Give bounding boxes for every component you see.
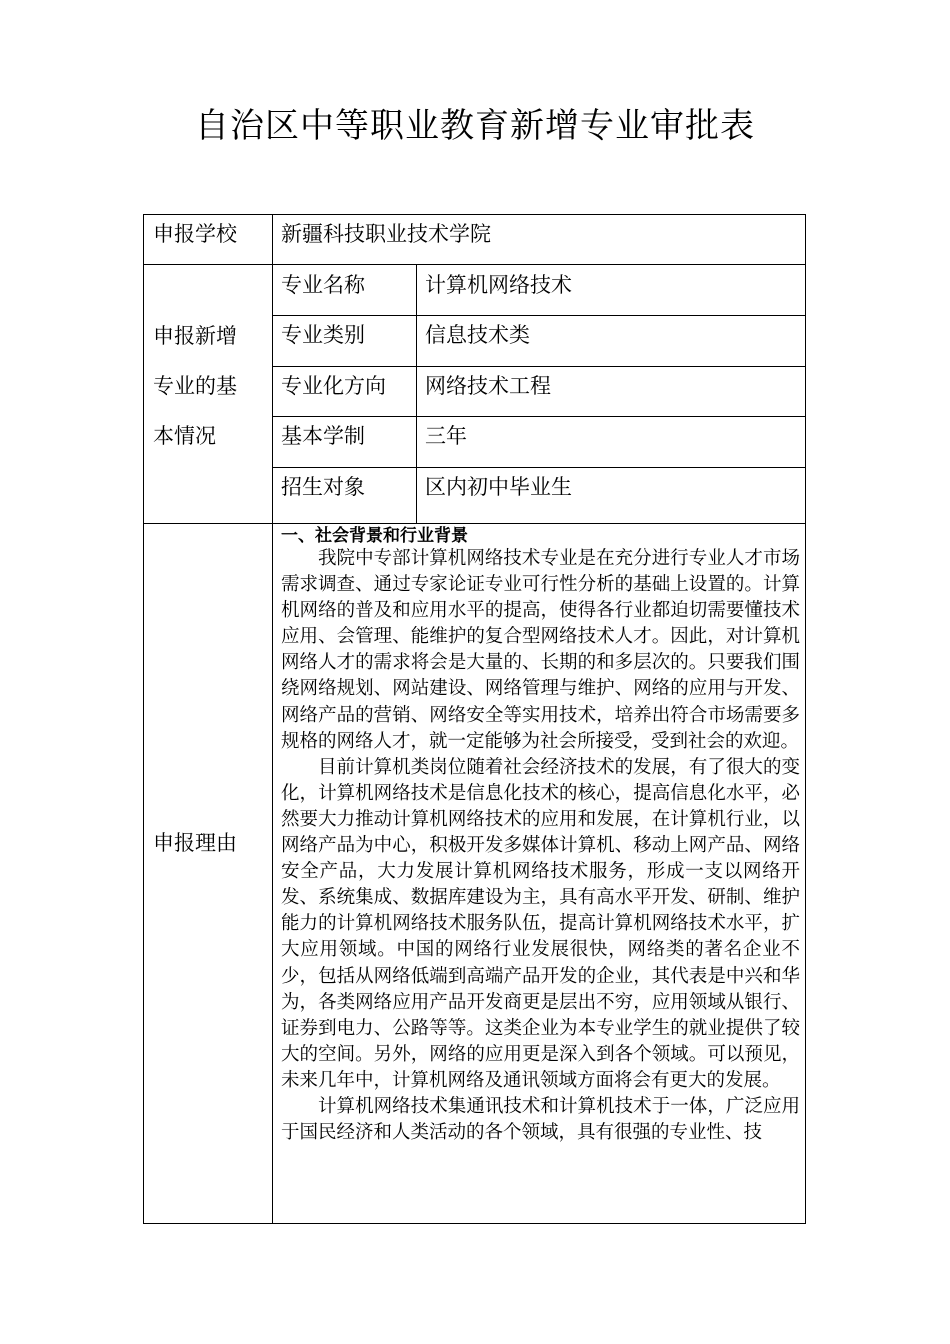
reason-label: 申报理由: [153, 831, 237, 855]
table-border-top: [143, 214, 806, 215]
major-category-value: 信息技术类: [425, 323, 530, 347]
specialization-value: 网络技术工程: [425, 374, 551, 398]
table-border-right: [805, 214, 806, 1224]
table-divider: [272, 416, 806, 417]
basic-info-label-line: 申报新增: [153, 324, 237, 348]
table-divider: [272, 366, 806, 367]
enrollment-target-value: 区内初中毕业生: [425, 475, 572, 499]
table-divider: [143, 523, 806, 524]
reason-paragraph: 计算机网络技术集通讯技术和计算机技术于一体，广泛应用于国民经济和人类活动的各个领域，具有很强的专业性、技: [281, 1095, 800, 1144]
major-name-value: 计算机网络技术: [425, 273, 572, 297]
table-border-bottom: [143, 1223, 806, 1224]
table-column-divider: [272, 214, 273, 1224]
table-divider: [143, 264, 806, 265]
school-value: 新疆科技职业技术学院: [281, 222, 491, 246]
reason-content: [281, 526, 800, 1206]
study-length-label: 基本学制: [281, 424, 365, 448]
table-divider: [272, 467, 806, 468]
specialization-label: 专业化方向: [281, 374, 386, 398]
basic-info-label-line: 本情况: [153, 424, 216, 448]
reason-heading: 一、社会背景和行业背景: [281, 526, 468, 546]
study-length-value: 三年: [425, 424, 467, 448]
table-column-divider: [416, 264, 417, 524]
reason-paragraph: 我院中专部计算机网络技术专业是在充分进行专业人才市场需求调查、通过专家论证专业可行性分析的基础上设置的。计算机网络的普及和应用水平的提高，使得各行业都迫切需要懂技术应用、会管理、能维护的复合型网络技术人才。因此，对计算机网络人才的需求将会是大量的、长期的和多层次的。只要我们围绕网络规划、网站建设、网络管理与维护、网络的应用与开发、网络产品的营销、网络安全等实用技术，培养出符合市场需要多规格的网络人才，就一定能够为社会所接受，受到社会的欢迎。: [281, 548, 800, 752]
table-divider: [272, 315, 806, 316]
page-title: 自治区中等职业教育新增专业审批表: [195, 106, 755, 146]
major-category-label: 专业类别: [281, 323, 365, 347]
table-border-left: [143, 214, 144, 1224]
reason-paragraph: 目前计算机类岗位随着社会经济技术的发展，有了很大的变化，计算机网络技术是信息化技术的核心，提高信息化水平，必然要大力推动计算机网络技术的应用和发展，在计算机行业，以网络产品为中心，积极开发多媒体计算机、移动上网产品、网络安全产品，大力发展计算机网络技术服务，形成一支以网络开发、系统集成、数据库建设为主，具有高水平开发、研制、维护能力的计算机网络技术服务队伍，提高计算机网络技术水平，扩大应用领域。中国的网络行业发展很快，网络类的著名企业不少，包括从网络低端到高端产品开发的企业，其代表是中兴和华为，各类网络应用产品开发商更是层出不穷，应用领域从银行、证券到电力、公路等等。这类企业为本专业学生的就业提供了较大的空间。另外，网络的应用更是深入到各个领域。可以预见，未来几年中，计算机网络及通讯领域方面将会有更大的发展。: [281, 756, 800, 1091]
school-label: 申报学校: [153, 222, 237, 246]
basic-info-label-line: 专业的基: [153, 374, 237, 398]
enrollment-target-label: 招生对象: [281, 475, 365, 499]
major-name-label: 专业名称: [281, 273, 365, 297]
